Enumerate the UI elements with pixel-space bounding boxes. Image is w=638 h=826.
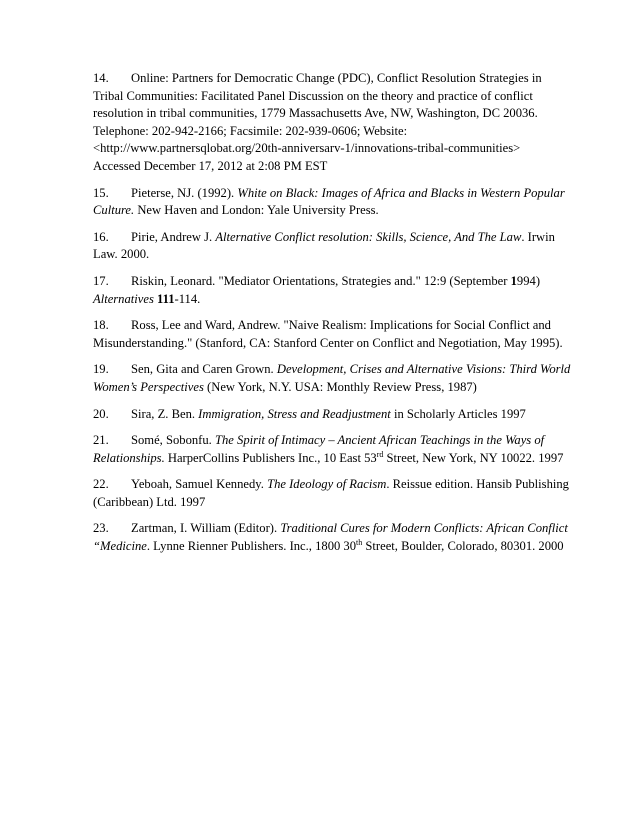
reference-pages-bold: 111	[157, 291, 175, 306]
reference-22	[93, 476, 578, 511]
reference-number: 19.	[93, 362, 109, 377]
reference-line: Tribal Communities: Facilitated Panel Discussion on the theory and practice of conflict	[93, 88, 533, 103]
reference-author: Riskin, Leonard. "Mediator Orientations, Strategies and." 12:9 (September	[131, 273, 511, 288]
reference-17	[93, 273, 578, 308]
reference-publisher: . Irwin Law. 2000.	[93, 229, 555, 262]
reference-address: Street, New York, NY 10022. 1997	[386, 450, 564, 465]
reference-title: Development, Crises and Alternative Visions: Third World Women’s Perspectives	[93, 362, 571, 394]
reference-title: The Spirit of Intimacy – Ancient African Teachings in the Ways of Relationships.	[93, 433, 545, 465]
reference-year: 994)	[516, 273, 541, 288]
reference-21	[93, 432, 578, 467]
reference-author: Zartman, I. William (Editor).	[131, 521, 278, 536]
reference-15	[93, 185, 578, 220]
reference-publisher: in Scholarly Articles 1997	[393, 406, 526, 421]
reference-author: Sira, Z. Ben.	[131, 406, 196, 421]
reference-author: Sen, Gita and Caren Grown.	[131, 362, 274, 377]
reference-author: Pieterse, NJ. (1992).	[131, 185, 235, 200]
reference-title: Immigration, Stress and Readjustment	[198, 406, 391, 421]
reference-author: Yeboah, Samuel Kennedy.	[131, 477, 264, 492]
reference-number: 16.	[93, 229, 109, 244]
reference-title: The Ideology of Racism	[267, 477, 387, 492]
reference-year-bold: 1	[510, 273, 517, 288]
reference-superscript: rd	[376, 449, 384, 459]
reference-number: 20.	[93, 406, 109, 421]
reference-number: 22.	[93, 477, 109, 492]
reference-line: resolution in tribal communities, 1779 Massachusetts Ave, NW, Washington, DC 20036.	[93, 106, 538, 121]
reference-publisher: (New York, N.Y. USA: Monthly Review Press, 1987)	[207, 379, 477, 394]
reference-url: <http://www.partnersqlobat.org/20th-anniversarv-1/innovations-tribal-communities>	[93, 141, 521, 156]
reference-number: 18.	[93, 318, 109, 333]
reference-publisher: . Lynne Rienner Publishers. Inc., 1800 30	[146, 539, 357, 554]
reference-title: Alternative Conflict resolution: Skills, Science, And The Law	[215, 229, 522, 244]
reference-number: 14.	[93, 71, 109, 85]
reference-14	[93, 70, 578, 176]
reference-superscript: th	[356, 537, 363, 547]
reference-title: White on Black: Images of Africa and Blacks in Western Popular Culture.	[93, 185, 565, 218]
reference-publisher: . Reissue edition. Hansib Publishing (Caribbean) Ltd. 1997	[93, 477, 569, 509]
reference-line: Online: Partners for Democratic Change (PDC), Conflict Resolution Strategies in	[131, 71, 542, 85]
reference-23	[93, 520, 578, 555]
reference-18	[93, 317, 578, 352]
reference-accessed: Accessed December 17, 2012 at 2:08 PM EST	[93, 158, 328, 173]
reference-number: 17.	[93, 273, 109, 288]
reference-line: Telephone: 202-942-2166; Facsimile: 202-939-0606; Website:	[93, 123, 408, 138]
reference-author: Somé, Sobonfu.	[131, 433, 212, 448]
reference-16	[93, 229, 578, 264]
reference-author: Pirie, Andrew J.	[131, 229, 213, 244]
reference-19	[93, 361, 578, 396]
reference-20	[93, 406, 578, 424]
reference-title: Traditional Cures for Modern Conflicts: African Conflict “Medicine	[93, 521, 568, 554]
reference-publisher: HarperCollins Publishers Inc., 10 East 53	[167, 450, 377, 465]
reference-number: 15.	[93, 185, 109, 200]
reference-publisher: New Haven and London: Yale University Press.	[137, 203, 379, 218]
reference-pages: -114.	[174, 291, 201, 306]
reference-text: Ross, Lee and Ward, Andrew. "Naive Realism: Implications for Social Conflict and Misunderstanding." (Stanford, CA: Stanford Center on Conflict and Negotiation, May 1995).	[93, 318, 563, 350]
reference-number: 21.	[93, 433, 109, 448]
reference-address: Street, Boulder, Colorado, 80301. 2000	[365, 539, 564, 554]
reference-title: Alternatives	[93, 291, 154, 306]
reference-number: 23.	[93, 521, 109, 536]
